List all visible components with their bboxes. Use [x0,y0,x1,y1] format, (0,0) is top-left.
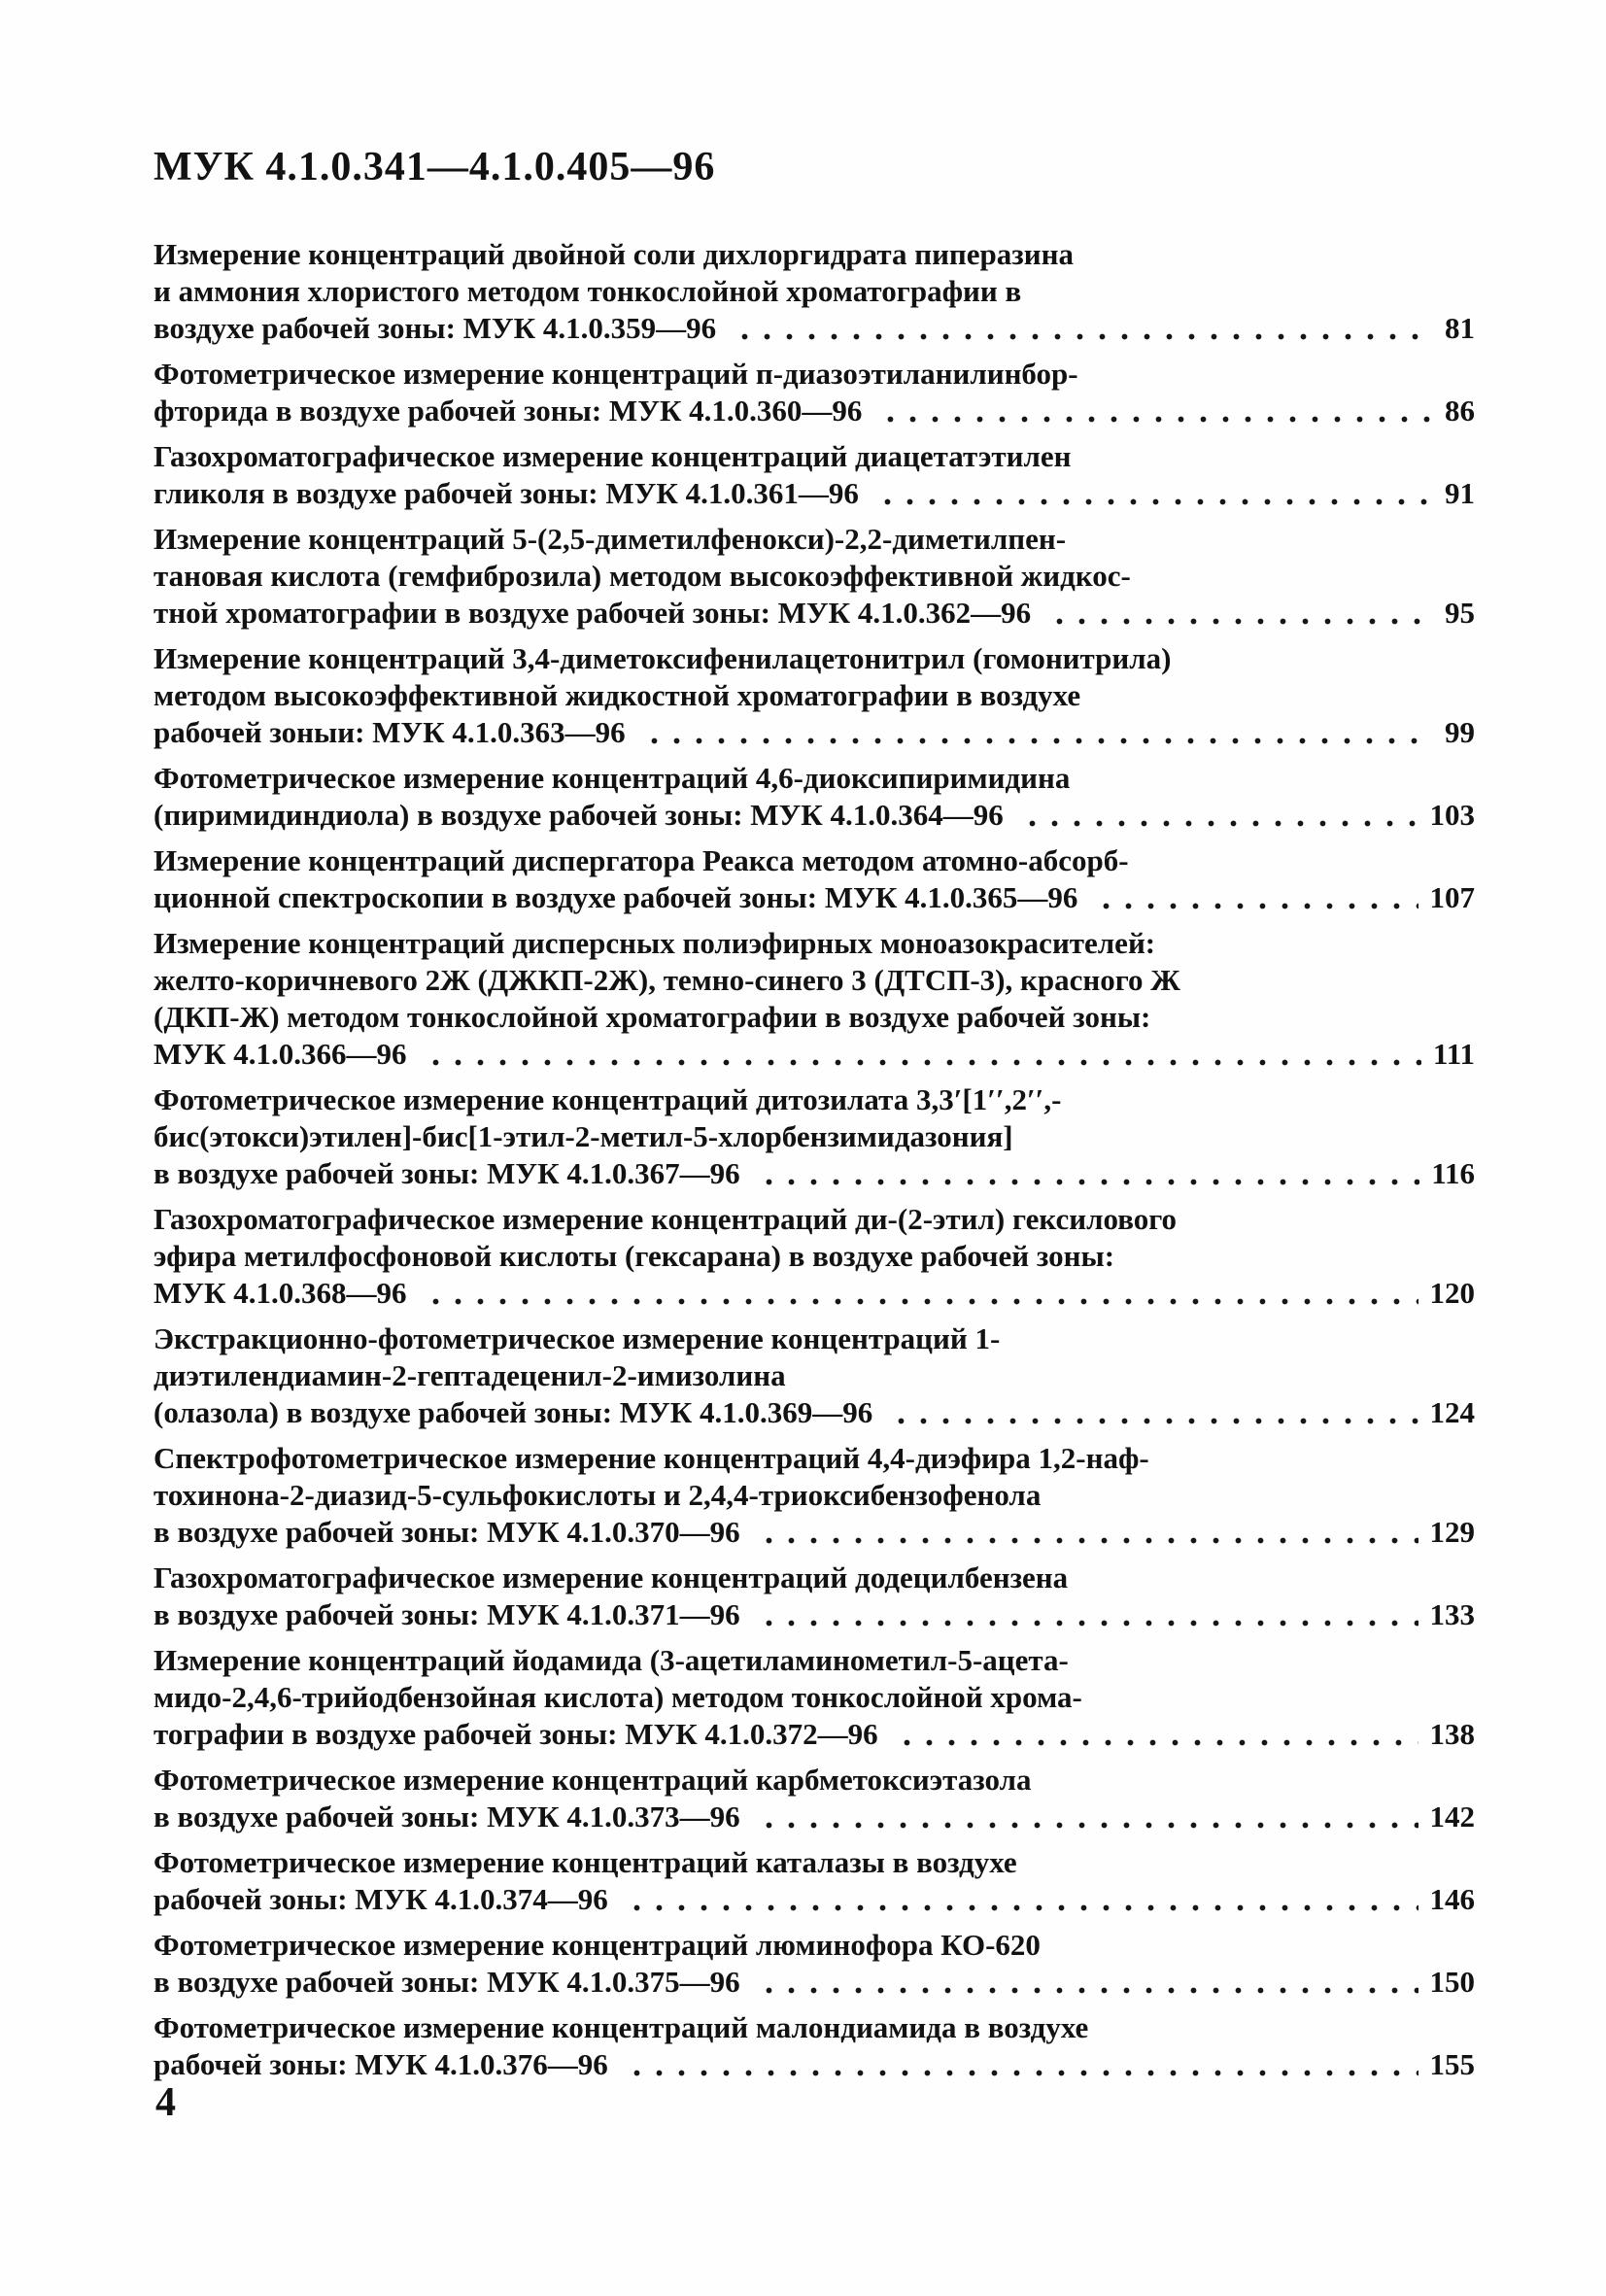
toc-entry-line: Газохроматографическое измерение концентраций диацетатэтилен [154,439,1072,473]
toc-entry-line: ционной спектроскопии в воздухе рабочей зоны: МУК 4.1.0.365—96 [154,880,1078,914]
toc-page-number: 91 [1445,476,1475,510]
toc-entry [154,1320,1475,1431]
toc-entry-line: (олазола) в воздухе рабочей зоны: МУК 4.1.0.369—96 [154,1395,873,1429]
toc-page-number: 81 [1445,311,1475,345]
toc-entry-line: рабочей зоны: МУК 4.1.0.376—96 [154,2047,608,2081]
toc-entry-line: и аммония хлористого методом тонкослойной хроматографии в [154,274,1022,308]
toc-entry-last-line [154,393,1475,429]
toc-entry [154,640,1475,751]
document-code-header: МУК 4.1.0.341—4.1.0.405—96 [154,145,716,189]
toc-page-number: 133 [1429,1597,1475,1631]
toc-entry-line: тохинона-2-диазид-5-сульфокислоты и 2,4,4-триоксибензофенола [154,1478,1042,1512]
toc-page-number: 142 [1429,1799,1475,1833]
toc-entry-last-line [154,2046,1475,2083]
toc-entry-line: (ДКП-Ж) методом тонкослойной хроматографии в воздухе рабочей зоны: [154,1000,1151,1034]
dot-leader [643,737,1433,744]
toc-page-number: 146 [1429,1882,1475,1916]
toc-entry-line: рабочей зоны: МУК 4.1.0.374—96 [154,1882,608,1916]
toc-entry-last-line [154,1799,1475,1835]
dot-leader [890,1418,1418,1424]
dot-leader [758,1537,1418,1544]
dot-leader [896,1739,1418,1746]
toc-page-number: 86 [1445,394,1475,428]
toc-entry [154,1844,1475,1918]
toc-entry [154,1559,1475,1633]
toc-entry [154,1201,1475,1312]
toc-entry [154,438,1475,512]
toc-entry [154,1440,1475,1551]
toc-entry-line: рабочей зоныи: МУК 4.1.0.363—96 [154,715,626,749]
toc-page-number: 95 [1445,596,1475,630]
toc-entry-line: в воздухе рабочей зоны: МУК 4.1.0.375—96 [154,1965,740,1999]
dot-leader [876,498,1433,505]
dot-leader [879,416,1433,423]
toc-entry-last-line [154,714,1475,751]
toc-entry [154,356,1475,429]
toc-page-number: 99 [1445,715,1475,749]
toc-entry-line: в воздухе рабочей зоны: МУК 4.1.0.367—96 [154,1156,740,1190]
toc-entry-line: в воздухе рабочей зоны: МУК 4.1.0.370—96 [154,1515,740,1549]
toc-entry-last-line [154,310,1475,347]
toc-entry [154,760,1475,834]
toc-entry-line: Измерение концентраций двойной соли дихлоргидрата пиперазина [154,237,1074,271]
dot-leader [626,2070,1418,2076]
dot-leader [758,1822,1418,1829]
toc-entry-line: Спектрофотометрическое измерение концентраций 4,4-диэфира 1,2-наф- [154,1441,1149,1475]
toc-entry-line: Фотометрическое измерение концентраций 4,6-диоксипиримидина [154,761,1071,795]
toc-entry-line: МУК 4.1.0.368—96 [154,1276,407,1310]
dot-leader [758,1620,1418,1627]
toc-entry [154,1762,1475,1835]
toc-entry-last-line [154,1155,1475,1192]
toc-entry [154,1081,1475,1192]
toc-page-number: 138 [1429,1717,1475,1751]
toc-entry-line: МУК 4.1.0.366—96 [154,1037,407,1071]
toc-page-number: 129 [1429,1515,1475,1549]
toc-entry-line: в воздухе рабочей зоны: МУК 4.1.0.373—96 [154,1799,740,1833]
toc-entry [154,842,1475,916]
toc-entry-last-line [154,475,1475,512]
toc-entry [154,1642,1475,1753]
toc-entry [154,2009,1475,2083]
toc-entry-line: Фотометрическое измерение концентраций п-диазоэтиланилинбор- [154,357,1078,391]
toc-entry-line: в воздухе рабочей зоны: МУК 4.1.0.371—96 [154,1597,740,1631]
toc-entry-last-line [154,1394,1475,1431]
dot-leader [1021,820,1418,827]
toc-entry-line: методом высокоэффективной жидкостной хроматографии в воздухе [154,678,1081,712]
toc-entry-last-line [154,595,1475,632]
toc-page-number: 103 [1429,798,1475,832]
toc-entry-line: Фотометрическое измерение концентраций люминофора КО-620 [154,1928,1041,1962]
toc-entry-line: Измерение концентраций йодамида (3-ацетиламинометил-5-ацета- [154,1643,1069,1677]
toc-entry-line: (пиримидиндиола) в воздухе рабочей зоны: МУК 4.1.0.364—96 [154,798,1004,832]
toc-page-number: 107 [1429,880,1475,914]
toc-entry-line: Измерение концентраций диспергатора Реакса методом атомно-абсорб- [154,843,1129,877]
toc-entry-line: желто-коричневого 2Ж (ДЖКП-2Ж), темно-синего 3 (ДТСП-3), красного Ж [154,963,1180,997]
dot-leader [425,1298,1418,1305]
toc-entry-line: Фотометрическое измерение концентраций каталазы в воздухе [154,1845,1017,1879]
toc-entry-line: тановая кислота (гемфиброзила) методом высокоэффективной жидкос- [154,559,1131,593]
toc-page-number: 116 [1431,1156,1475,1190]
page-number-footer: 4 [155,2080,176,2125]
dot-leader [734,333,1433,340]
toc-entry-line: Измерение концентраций 3,4-диметоксифенилацетонитрил (гомонитрила) [154,641,1172,675]
dot-leader [626,1904,1418,1911]
dot-leader [758,1987,1418,1994]
toc-entry [154,925,1475,1073]
toc-entry-line: тной хроматографии в воздухе рабочей зоны: МУК 4.1.0.362—96 [154,596,1032,630]
toc-entry [154,521,1475,632]
toc-entry-line: бис(этокси)этилен]-бис[1-этил-2-метил-5-хлорбензимидазония] [154,1119,1013,1153]
toc-entry-last-line [154,1275,1475,1312]
toc-entry-line: Измерение концентраций дисперсных полиэфирных моноазокрасителей: [154,926,1156,960]
toc-entry-last-line [154,797,1475,834]
toc-entry-line: тографии в воздухе рабочей зоны: МУК 4.1.0.372—96 [154,1717,878,1751]
toc-page-number: 120 [1429,1276,1475,1310]
toc-entry-line: фторида в воздухе рабочей зоны: МУК 4.1.0.360—96 [154,394,863,428]
toc-entry-last-line [154,1036,1475,1073]
toc-entry-line: Фотометрическое измерение концентраций малондиамида в воздухе [154,2010,1089,2044]
toc-entry-line: воздухе рабочей зоны: МУК 4.1.0.359—96 [154,311,717,345]
toc-entry-line: Газохроматографическое измерение концентраций додецилбензена [154,1560,1069,1594]
dot-leader [1095,903,1418,909]
toc-entry-last-line [154,1514,1475,1551]
toc-entry-line: Измерение концентраций 5-(2,5-диметилфенокси)-2,2-диметилпен- [154,522,1067,556]
dot-leader [425,1059,1421,1066]
toc-entry-last-line [154,1881,1475,1918]
toc-entry-line: диэтилендиамин-2-гептадеценил-2-имизолина [154,1358,786,1392]
toc-entry-line: Фотометрическое измерение концентраций карбметоксиэтазола [154,1763,1032,1797]
toc-page-number: 150 [1429,1965,1475,1999]
toc-entry-last-line [154,1964,1475,2001]
toc-entry-line: Газохроматографическое измерение концентраций ди-(2-этил) гексилового [154,1202,1178,1236]
toc-page-number: 111 [1432,1037,1475,1071]
dot-leader [758,1179,1420,1185]
toc-entry-line: гликоля в воздухе рабочей зоны: МУК 4.1.0.361—96 [154,476,859,510]
toc-entry [154,236,1475,347]
toc-entry [154,1927,1475,2001]
toc-entry-line: эфира метилфосфоновой кислоты (гексарана) в воздухе рабочей зоны: [154,1239,1115,1273]
toc-page-number: 155 [1429,2047,1475,2081]
table-of-contents [154,236,1475,2092]
toc-entry-line: Фотометрическое измерение концентраций дитозилата 3,3′[1′′,2′′,- [154,1082,1062,1116]
toc-entry-line: мидо-2,4,6-трийодбензойная кислота) методом тонкослойной хрома- [154,1680,1082,1714]
toc-entry-last-line [154,879,1475,916]
toc-entry-last-line [154,1716,1475,1753]
toc-entry-last-line [154,1596,1475,1633]
toc-entry-line: Экстракционно-фотометрическое измерение концентраций 1- [154,1321,1001,1355]
toc-page-number: 124 [1429,1395,1475,1429]
dot-leader [1048,618,1433,625]
